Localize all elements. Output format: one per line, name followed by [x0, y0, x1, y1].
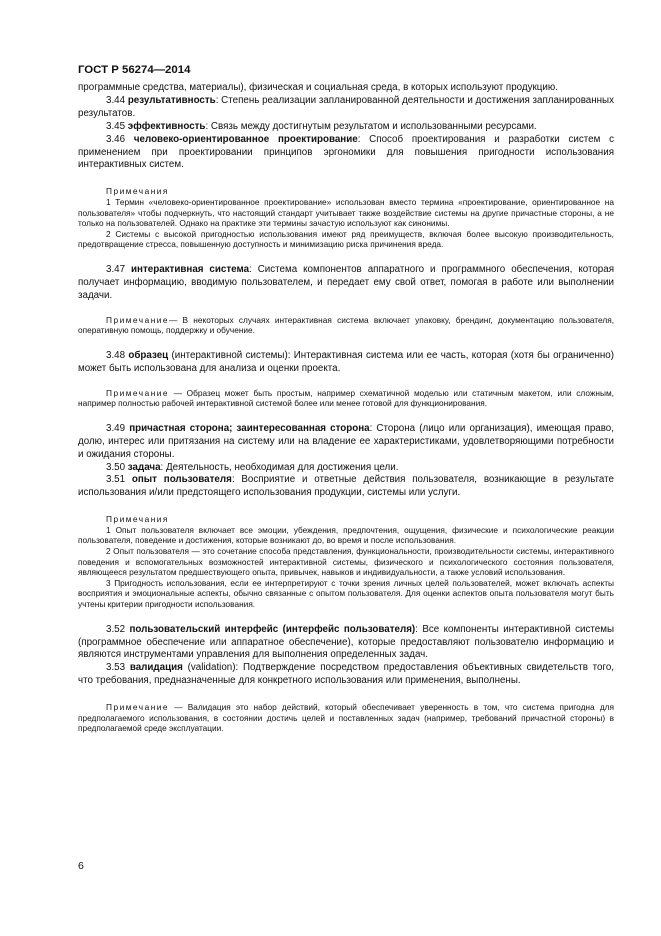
term-3-51: 3.51 опыт пользователя: Восприятие и ответные действия пользователя, возникающие в результате использования и/или предстоящего использования продукции, системы или услуги.: [78, 474, 614, 499]
note-label: Примечание: [106, 314, 170, 325]
paragraph-continuation: программные средства, материалы), физическая и социальная среда, в которых используют продукцию.: [78, 82, 558, 93]
term-3-53: 3.53 валидация (validation): Подтверждение посредством предоставления объективных свидетельств того, что требования, предназначенные для конкретного использования или применения, выполнены.: [78, 662, 614, 687]
term-title: причастная сторона; заинтересованная сторона: [129, 422, 370, 434]
notes-heading: Примечания: [106, 514, 169, 525]
term-3-46: 3.46 человеко-ориентированное проектирование: Способ проектирования и разработки систем с применением при проектировании принципов эргономики для повышения пригодности использования интерактивных систем.: [78, 133, 614, 171]
note-item: 3 Пригодность использования, если ее интерпретируют с точки зрения личных целей пользователей, может включать аспекты восприятия и эмоциональные аспекты, обычно связанные с опытом пользователя. Для оценки аспектов опыта пользователя могут быть учтены критерии пригодности использования.: [78, 577, 614, 609]
document-body: [78, 82, 614, 734]
term-title: человеко-ориентированное проектирование: [133, 133, 358, 145]
term-3-47: 3.47 интерактивная система: Система компонентов аппаратного и программного обеспечения, которая получает информацию, вводимую пользователем, и передает ему свой ответ, помогая в работе или выполнении задачи.: [78, 263, 614, 301]
term-title: опыт пользователя: [131, 474, 232, 486]
note-item: 2 Опыт пользователя — это сочетание способа представления, функциональности, производительности системы, интерактивного поведения и вспомогательных возможностей интерактивной системы, физического и психологического состояния пользователя, являющееся результатом предшествующего опыта, привычек, навыков и индивидуальности, а также условий использования.: [78, 546, 614, 578]
notes-heading: Примечания: [106, 186, 169, 197]
term-3-48: 3.48 образец (интерактивной системы): Интерактивная система или ее часть, которая (хотя бы ограниченно) может быть использована для анализа и оценки проекта.: [78, 349, 614, 374]
term-3-50: 3.50 задача: Деятельность, необходимая для достижения цели.: [106, 461, 399, 473]
note-3-47: Примечание— В некоторых случаях интерактивная система включает упаковку, брендинг, документацию пользователя, оперативную помощь, поддержку и обучение.: [78, 314, 614, 336]
term-title: образец: [128, 349, 169, 361]
note-label: Примечание: [106, 702, 170, 713]
term-3-49: 3.49 причастная сторона; заинтересованная сторона: Сторона (лицо или организация), имеющая право, долю, интерес или притязания на систему или на владение ее характеристиками, удовлетворяющими потребности и ожидания стороны.: [78, 422, 614, 460]
term-title: валидация: [129, 662, 183, 674]
note-item: 1 Термин «человеко-ориентированное проектирование» использован вместо термина «проектирование, ориентированное на пользователя» чтобы подчеркнуть, что настоящий стандарт учитывает также воздействие системы на другие причастные стороны, а не только на пользователей. Однако на практике эти термины зачастую используют как синонимы.: [78, 196, 614, 229]
term-title: интерактивная система: [131, 263, 250, 275]
term-title: эффективность: [127, 120, 206, 132]
term-title: результативность: [127, 94, 216, 106]
note-3-48: Примечание — Образец может быть простым, например схематичной моделью или статичным макетом, или сложным, например полностью рабочей интерактивной системой более или менее готовой для функционирования.: [78, 387, 614, 409]
note-item: 2 Системы с высокой пригодностью использования имеют ряд преимуществ, включая более высокую производительность, предотвращение стресса, повышенную доступность и минимизацию риска причинения вреда.: [78, 228, 614, 250]
term-title: пользовательский интерфейс (интерфейс пользователя): [129, 623, 416, 635]
note-label: Примечание: [106, 387, 170, 398]
term-3-45: 3.45 эффективность: Связь между достигнутым результатом и использованными ресурсами.: [106, 120, 537, 132]
page-number: 6: [78, 860, 84, 872]
term-title: задача: [127, 461, 161, 473]
term-3-52: 3.52 пользовательский интерфейс (интерфейс пользователя): Все компоненты интерактивной системы (программное обеспечение или аппаратное обеспечение), которые предоставляют пользователю информацию и являются инструментами управления для выполнения определенных задач.: [78, 623, 614, 661]
document-header: ГОСТ Р 56274—2014: [78, 64, 191, 76]
term-3-44: 3.44 результативность: Степень реализации запланированной деятельности и достижения запланированных результатов.: [78, 94, 614, 119]
note-3-53: Примечание — Валидация это набор действий, который обеспечивает уверенность в том, что система пригодна для предполагаемого использования, в состоянии достичь целей и поставленных задач (например, требований причастной стороны) в предполагаемой среде эксплуатации.: [78, 702, 614, 734]
note-item: 1 Опыт пользователя включает все эмоции, убеждения, предпочтения, ощущения, физические и психологические реакции пользователя, поведение и достижения, которые возникают до, во время и после использования.: [78, 524, 614, 546]
